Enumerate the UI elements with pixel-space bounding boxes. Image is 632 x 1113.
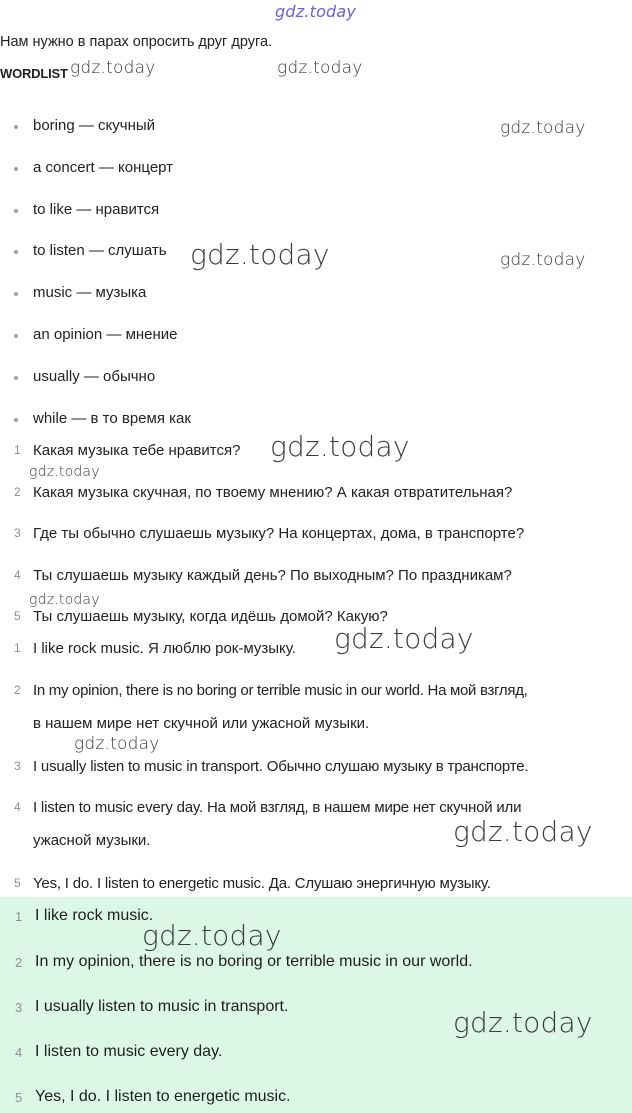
watermark: gdz.today: [453, 1006, 593, 1039]
bullet-icon: [14, 250, 18, 254]
bullet-icon: [14, 167, 18, 171]
bullet-icon: [14, 418, 18, 422]
bullet-icon: [14, 376, 18, 380]
watermark: gdz.today: [142, 919, 282, 952]
watermark: gdz.today: [70, 58, 156, 78]
watermark: gdz.today: [334, 622, 474, 655]
watermark: gdz.today: [190, 238, 330, 271]
watermark: gdz.today: [500, 118, 586, 138]
bullet-icon: [14, 209, 18, 213]
watermark: gdz.today: [29, 464, 100, 480]
watermark: gdz.today: [29, 592, 100, 608]
watermark: gdz.today: [500, 250, 586, 270]
bullet-icon: [14, 125, 18, 129]
watermark: gdz.today: [270, 430, 410, 463]
watermark: gdz.today: [453, 815, 593, 848]
bullet-icon: [14, 334, 18, 338]
watermark: gdz.today: [74, 734, 160, 754]
watermark-top: gdz.today: [275, 2, 357, 21]
bullet-icon: [14, 292, 18, 296]
watermark: gdz.today: [277, 58, 363, 78]
intro-text: Нам нужно в парах опросить друг друга.: [0, 34, 273, 50]
wordlist-title: WORDLIST: [0, 66, 68, 81]
